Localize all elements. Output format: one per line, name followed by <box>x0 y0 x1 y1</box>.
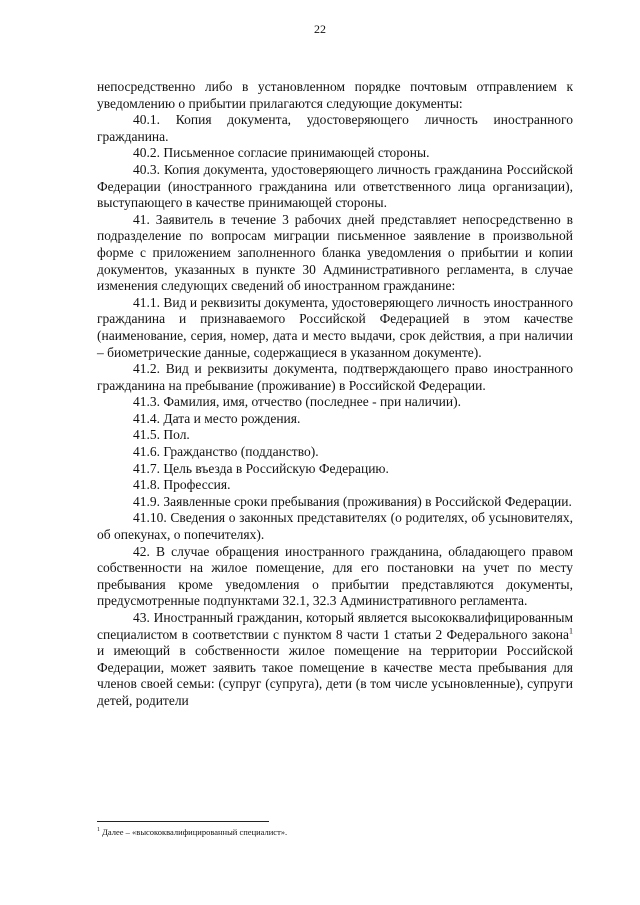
paragraph: 41. Заявитель в течение 3 рабочих дней представляет непосредственно в подразделение по вопросам миграции письменное заявление в произвольной форме с приложением заполненного бланка уведомления о прибытии и копии документов, указанных в пункте 30 Административного регламента, в случае изменения следующих сведений об иностранном гражданине: <box>97 211 573 294</box>
paragraph: 40.2. Письменное согласие принимающей стороны. <box>133 145 430 161</box>
footnote-reference: 1 <box>569 626 573 636</box>
footnote-marker: 1 <box>97 827 100 834</box>
paragraph-43 <box>97 610 573 710</box>
paragraph: 41.5. Пол. <box>133 427 190 443</box>
paragraph: 41.1. Вид и реквизиты документа, удостоверяющего личность иностранного гражданина и признаваемого Российской Федерацией в этом качестве (наименование, серия, номер, дата и место выдачи, срок действия, а при наличии – биометрические данные, содержащиеся в указанном документе). <box>97 294 573 360</box>
paragraph-list <box>97 79 573 610</box>
footnote <box>97 827 573 838</box>
paragraph-43-text: 43. Иностранный гражданин, который является высококвалифицированным специалистом в соответствии с пунктом 8 части 1 статьи 2 Федерального закона <box>97 610 573 642</box>
footnote-text: Далее – «высококвалифицированный специалист». <box>100 827 288 837</box>
paragraph: 41.8. Профессия. <box>133 477 231 493</box>
paragraph: 41.4. Дата и место рождения. <box>133 410 301 426</box>
paragraph: непосредственно либо в установленном порядке почтовым отправлением к уведомлению о прибытии прилагаются следующие документы: <box>97 79 573 111</box>
paragraph: 41.3. Фамилия, имя, отчество (последнее - при наличии). <box>133 394 461 410</box>
paragraph: 42. В случае обращения иностранного гражданина, обладающего правом собственности на жилое помещение, для его постановки на учет по месту пребывания кроме уведомления о прибытии представляются документы, предусмотренные подпунктами 32.1, 32.3 Административного регламента. <box>97 543 573 609</box>
document-body <box>97 79 573 710</box>
page-number: 22 <box>314 22 326 36</box>
paragraph: 41.7. Цель въезда в Российскую Федерацию. <box>133 460 389 476</box>
paragraph: 41.9. Заявленные сроки пребывания (проживания) в Российской Федерации. <box>133 493 572 509</box>
paragraph: 41.6. Гражданство (подданство). <box>133 444 319 460</box>
footnote-divider <box>97 821 269 822</box>
paragraph-43-continued: и имеющий в собственности жилое помещение на территории Российской Федерации, может заявить такое помещение в качестве места пребывания для членов своей семьи: (супруг (супруга), дети (в том числе усыновленные), супруги детей, родители <box>97 643 573 708</box>
paragraph: 41.2. Вид и реквизиты документа, подтверждающего право иностранного гражданина на пребывание (проживание) в Российской Федерации. <box>97 361 573 393</box>
paragraph: 40.1. Копия документа, удостоверяющего личность иностранного гражданина. <box>97 112 573 144</box>
paragraph: 41.10. Сведения о законных представителях (о родителях, об усыновителях, об опекунах, о попечителях). <box>97 510 573 543</box>
paragraph: 40.3. Копия документа, удостоверяющего личность гражданина Российской Федерации (иностранного гражданина или ответственного лица организации), выступающего в качестве принимающей стороны. <box>97 161 573 211</box>
